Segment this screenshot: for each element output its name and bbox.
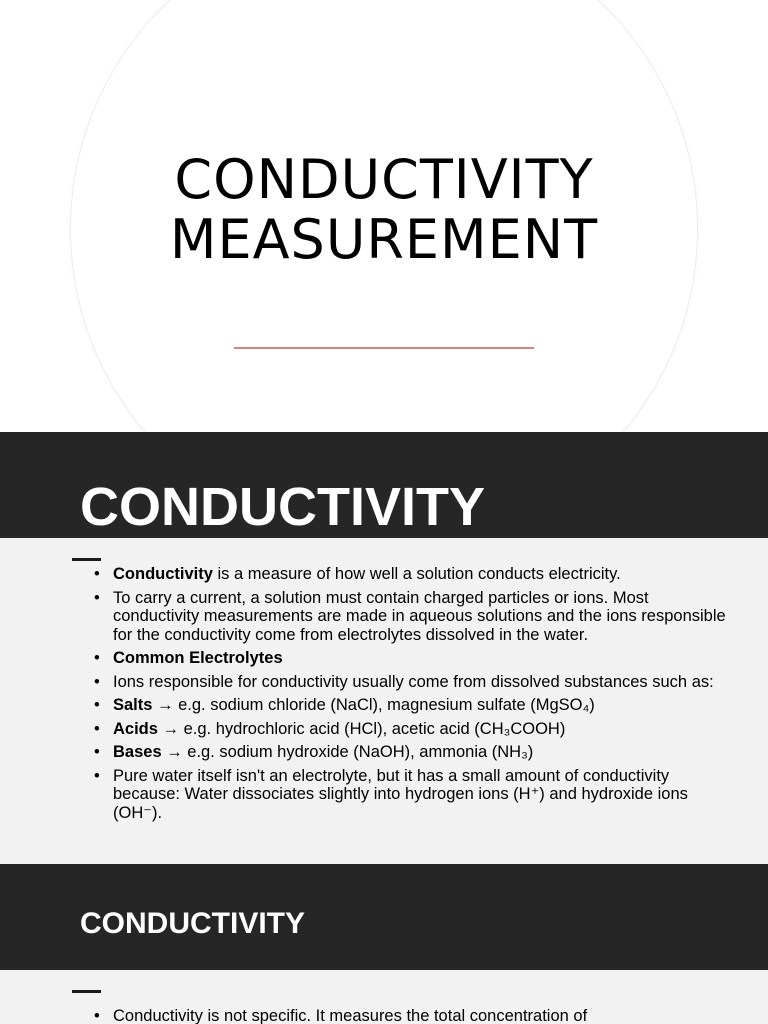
slide-title-line-1: CONDUCTIVITY [174,148,594,211]
bullet-item: • Bases → e.g. sodium hydroxide (NaOH), ammonia (NH₃) [80,743,730,762]
slide-2-body [0,538,768,864]
slide-3-heading: CONDUCTIVITY [80,907,305,940]
bullet-item: • Common Electrolytes [80,649,730,668]
bullet-item: • Ions responsible for conductivity usually come from dissolved substances such as: [80,673,730,692]
slide-3-header [0,864,768,970]
slide-2-heading: CONDUCTIVITY [80,477,485,537]
slide-2-bullet-list [80,565,730,827]
bullet-item: • To carry a current, a solution must contain charged particles or ions. Most conductivity measurements are made in aqueous solutions and the ions responsible for the conductivity come from electrolytes dissolved in the water. [80,589,730,645]
slide-3-body [0,970,768,1024]
title-accent-line [234,347,534,349]
slide-title [0,150,768,270]
title-slide [0,0,768,432]
bullet-item: • Conductivity is not specific. It measures the total concentration of [80,1007,730,1024]
section-dash [72,990,101,993]
slide-title-line-2: MEASUREMENT [169,208,599,271]
section-dash [72,558,101,561]
bullet-item: • Pure water itself isn't an electrolyte, but it has a small amount of conductivity because: Water dissociates slightly into hydrogen ions (H⁺) and hydroxide ions (OH⁻). [80,767,730,823]
bullet-item: • Salts → e.g. sodium chloride (NaCl), magnesium sulfate (MgSO₄) [80,696,730,715]
slide-2-header [0,432,768,538]
bullet-item: • Conductivity is a measure of how well a solution conducts electricity. [80,565,730,584]
bullet-item: • Acids → e.g. hydrochloric acid (HCl), acetic acid (CH₃COOH) [80,720,730,739]
slide-3-bullet-list [80,1007,730,1024]
